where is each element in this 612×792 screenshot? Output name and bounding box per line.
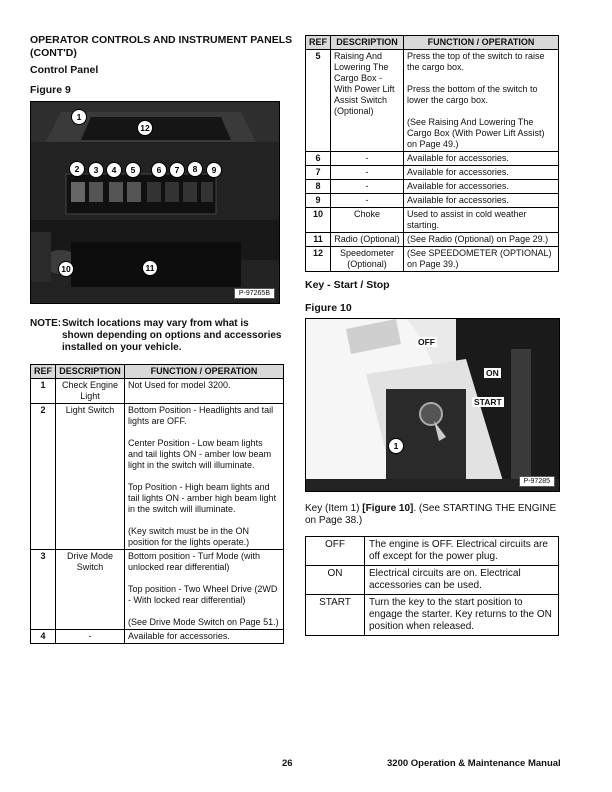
table-row: 5 Raising And Lowering The Cargo Box - With Power Lift Assist Switch (Optional) Press the top of the switch to raise the cargo box. Press the bottom of the switch to lower the cargo box. (See Raising And Lowering The Cargo Box (With Power Lift Assist) on Page 49.) (306, 50, 559, 152)
callout-1: 1 (388, 438, 404, 454)
callout-3: 3 (88, 162, 104, 178)
callout-6: 6 (151, 162, 167, 178)
note (30, 318, 282, 354)
manual-title: 3200 Operation & Maintenance Manual (387, 758, 561, 769)
callout-9: 9 (206, 162, 222, 178)
callout-12: 12 (137, 120, 153, 136)
col-function: FUNCTION / OPERATION (404, 36, 559, 50)
key-paragraph: Key (Item 1) [Figure 10]. (See STARTING THE ENGINE on Page 38.) (305, 503, 557, 526)
section-title: OPERATOR CONTROLS AND INSTRUMENT PANELS (CONT'D) (30, 34, 293, 59)
col-ref: REF (31, 365, 56, 379)
key-positions-table (305, 536, 559, 636)
callout-7: 7 (169, 162, 185, 178)
table-row: 6 - Available for accessories. (306, 152, 559, 166)
table-row: 3 Drive Mode Switch Bottom position - Turf Mode (with unlocked rear differential) Top position - Two Wheel Drive (2WD - With locked rear differential) (See Drive Mode Switch on Page 51.) (31, 550, 284, 630)
callout-5: 5 (125, 162, 141, 178)
figure-10-code: P-97285 (519, 476, 555, 487)
col-description: DESCRIPTION (331, 36, 404, 50)
callout-4: 4 (106, 162, 122, 178)
key-heading: Key - Start / Stop (305, 279, 390, 291)
label-on: ON (486, 368, 499, 378)
figure-9-code: P-97265B (234, 288, 275, 299)
col-ref: REF (306, 36, 331, 50)
table-row: 4 - Available for accessories. (31, 630, 284, 644)
figure-10-caption: Figure 10 (305, 302, 352, 314)
label-start: START (474, 397, 502, 407)
callout-1: 1 (71, 109, 87, 125)
note-label: NOTE: (30, 318, 62, 329)
table-row: 9 - Available for accessories. (306, 194, 559, 208)
table-row: 1 Check Engine Light Not Used for model 3200. (31, 379, 284, 404)
table-row: 12 Speedometer (Optional) (See SPEEDOMETER (OPTIONAL) on Page 39.) (306, 247, 559, 272)
figure-9-caption: Figure 9 (30, 84, 71, 96)
table-row: 11 Radio (Optional) (See Radio (Optional) on Page 29.) (306, 233, 559, 247)
figure-10-photo (305, 318, 560, 492)
left-function-table (30, 364, 284, 644)
col-description: DESCRIPTION (56, 365, 125, 379)
table-row: 8 - Available for accessories. (306, 180, 559, 194)
callout-8: 8 (187, 161, 203, 177)
callout-10: 10 (58, 261, 74, 277)
table-row: 7 - Available for accessories. (306, 166, 559, 180)
table-row: OFF The engine is OFF. Electrical circuits are off except for the power plug. (306, 537, 559, 566)
table-row: 10 Choke Used to assist in cold weather starting. (306, 208, 559, 233)
note-text: Switch locations may vary from what is shown depending on options and accessories installed on your vehicle. (62, 318, 282, 353)
callout-2: 2 (69, 161, 85, 177)
subsection-title: Control Panel (30, 64, 99, 76)
col-function: FUNCTION / OPERATION (125, 365, 284, 379)
table-row: START Turn the key to the start position to engage the starter. Key returns to the ON position when released. (306, 595, 559, 636)
page-number: 26 (282, 758, 293, 769)
callout-11: 11 (142, 260, 158, 276)
table-row: ON Electrical circuits are on. Electrical accessories can be used. (306, 566, 559, 595)
right-function-table (305, 35, 559, 272)
table-row: 2 Light Switch Bottom Position - Headlights and tail lights are OFF. Center Position - Low beam lights and tail lights ON - amber low beam light in the switch will illuminate. Top Position - High beam lights and tail lights ON - amber high beam light in the switch will illuminate. (Key switch must be in the ON position for the lights operate.) (31, 404, 284, 550)
label-off: OFF (418, 337, 435, 347)
figure-9-photo (30, 101, 280, 304)
